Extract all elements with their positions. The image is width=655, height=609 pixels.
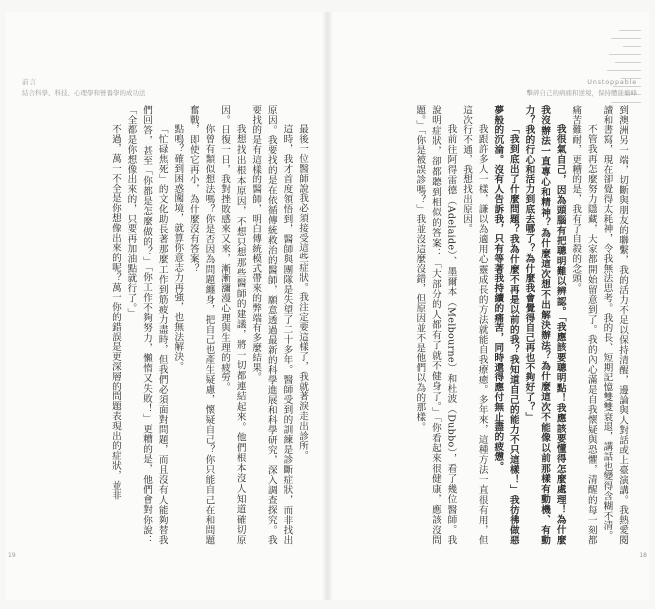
left-running-head: 前言 <box>22 78 37 86</box>
paragraph: 最後一位醫師說我必須接受這些症狀。我注定要這樣了，我就著淚走出診所。 <box>297 124 308 461</box>
paragraph: 點鳴？確到困惑闖境，就算你意志力再強，也無法解決。 <box>172 124 184 372</box>
left-page-number: 19 <box>8 552 16 559</box>
left-body-text <box>20 105 310 545</box>
left-running-subhead: 結合科學、科技、心理學和營養學的成功法 <box>22 89 146 97</box>
book-gutter <box>322 12 333 600</box>
paragraph: 我想找出根本原因，不想只想那些醫師的建議，將一切都連結起來。他們根本沒人知道確切原因。日復一日，我對挫敗感來又來，漸漸瀰漫心理與生理的疲勞。 <box>219 105 246 545</box>
paragraph: 我前往阿得雷德（Adelaide）、墨爾本（Melbourne）和杜波（Dubbo），看了幾位醫師。我說明症狀，卻都聽到相似的答案：「大部分的人都有了就不健身了。」「你看起來很健康，應該沒問題。」「你是被誤診嗎？」我並沒這麼沒錯，但原因並不是他們以為的那樣。 <box>414 105 457 545</box>
right-running-subhead: 擊碎自己的病痛和逆境，保持體能巔峰 <box>526 89 637 97</box>
paragraph: 這時，我才首度領悟到，醫師與團隊是失望了二十多年。醫師受到的訓練是診斷症狀，而非找出原因。我要找的是在依循傳統救治的醫師，願意透過最新的科學進展和科學研究，深入調查探究。我要找的是有這樣的醫師，明白傳統模式帶來的弊端有多麼結果。 <box>250 105 293 545</box>
paragraph: 到澳洲另一端，切斷與朋友的聯繫，我的活力不足以保持清醒，邊論與人對話或上臺演講。我熱愛閱讀和書寫，現在卻覺得太耗神，令我無法思考。我的長、短期記憶雙雙衰退，講話也變得含糊不清。 <box>601 105 628 545</box>
right-running-head: Unstoppable <box>587 78 637 86</box>
paragraph: 你曾有類似想法嗎？你是否因為問題纏身，把自己也產生疑慮，懷疑自己？你只能自己在和問題奮戰，即使它再小，為什麼沒有答案？ <box>187 105 215 545</box>
paragraph: 「我到底出了什麼問題？我為什麼不再是以前的我？我知道自己的能力不只這樣！」我彷彿做惡夢般的沉淪。沒有人告訴我，只有等著我持續的痛苦，同時還得應付無止盡的疲憊。 <box>492 105 519 545</box>
paragraph: 我跟許多人一樣，謙以為適用心靈成長的方法就能自我療癒。多年來，這種方法一直很有用，但這次行不通，我想找出原因。 <box>461 105 488 545</box>
right-body-text <box>340 105 630 545</box>
paragraph: 不管我再怎麼努力隱藏，大家都開始留意到了。我的內心滿是自我懷疑與恐懼，清醒的每一刻都痛苦難耐，更糟的是，我有了自殺的念頭。 <box>570 105 597 545</box>
paragraph: 我很氣自己，因為頭腦有把聰明難以辨認。「我應該要聰明點！我應該要懂得怎麼處理！為什麼我沒辦法一直專心和精神？為什麼這次想不出解決辦法？為什麼這次不能像以前那樣有動機、有動力？我的行心和活力到底去哪了？為什麼我會覺得自己再也不夠好了？」 <box>523 105 566 545</box>
right-page-number: 18 <box>639 552 647 559</box>
paragraph: 「忙碌焦死」的文化助長著那麼工作到筋疲力盡時，但我們必須面對問題，而且沒有人能夠替我們回答，甚至「你都是怎麼做的？」「你工作不夠努力，懶惰又失敗！」更糟的是，他們會對你說：「全都是你想像出來的，只要再加油點就行了。」 <box>125 105 168 545</box>
paragraph: 不過，萬一不全是你想像出來的呢？萬一你的錯誤是更深層的問題表現出的症狀，並非 <box>109 124 121 501</box>
